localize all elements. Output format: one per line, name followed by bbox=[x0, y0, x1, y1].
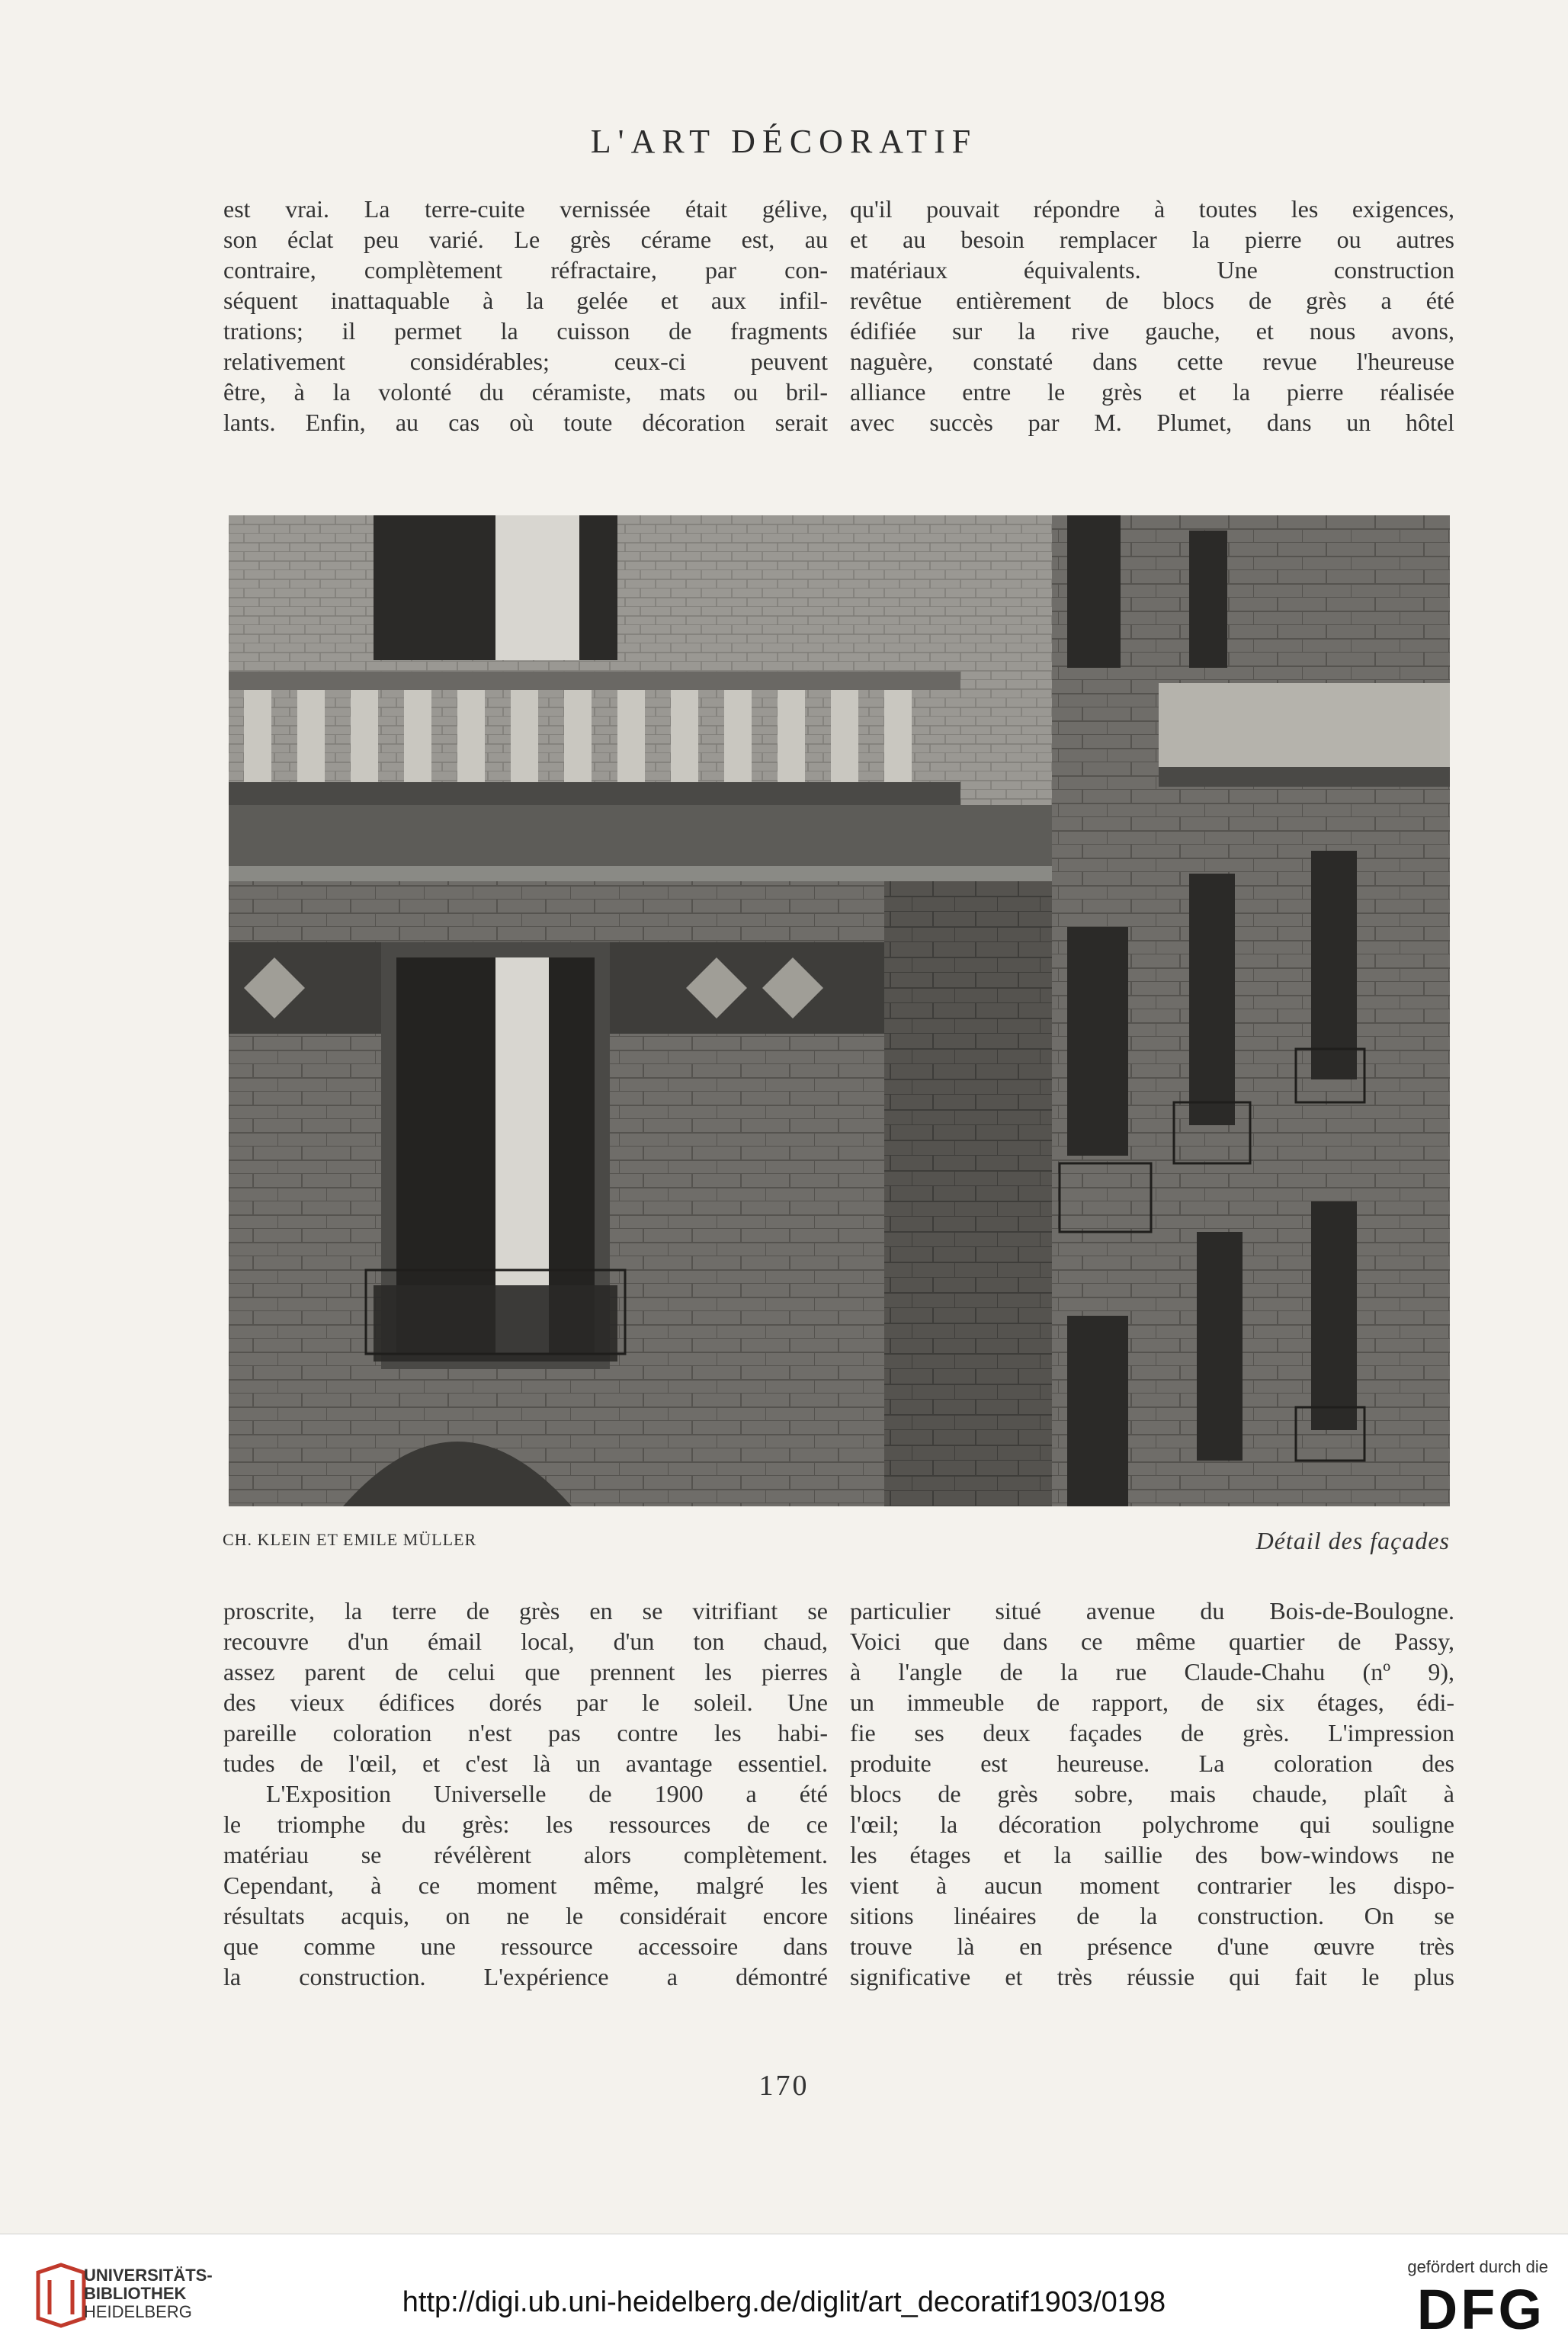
text-line: qu'il pouvait répondre à toutes les exigences, bbox=[850, 195, 1454, 223]
text-line: les étages et la saillie des bow-windows ne bbox=[850, 1841, 1454, 1868]
text-line: avec succès par M. Plumet, dans un hôtel bbox=[850, 409, 1454, 436]
text-line: séquent inattaquable à la gelée et aux infil- bbox=[223, 287, 828, 314]
page-number: 170 bbox=[758, 2070, 810, 2102]
text-line: contraire, complètement réfractaire, par con- bbox=[223, 256, 828, 284]
photo-caption: Détail des façades bbox=[1255, 1527, 1450, 1554]
text-line: est vrai. La terre-cuite vernissée était gélive, bbox=[223, 195, 828, 223]
text-line: pareille coloration n'est pas contre les habi- bbox=[223, 1719, 828, 1746]
text-line: matériaux équivalents. Une construction bbox=[850, 256, 1454, 284]
text-line: recouvre d'un émail local, d'un ton chaud, bbox=[223, 1628, 828, 1655]
text-line: le triomphe du grès: les ressources de ce bbox=[223, 1811, 828, 1838]
text-line: proscrite, la terre de grès en se vitrifiant se bbox=[223, 1597, 828, 1625]
text-line: lants. Enfin, au cas où toute décoration serait bbox=[223, 409, 828, 436]
text-line: naguère, constaté dans cette revue l'heureuse bbox=[850, 348, 1454, 375]
text-line: que comme une ressource accessoire dans bbox=[223, 1932, 828, 1960]
running-head: L'ART DÉCORATIF bbox=[590, 123, 978, 160]
photo-credit: CH. KLEIN ET EMILE MÜLLER bbox=[223, 1530, 477, 1549]
permalink-url[interactable]: http://digi.ub.uni-heidelberg.de/diglit/art_decoratif1903/0198 bbox=[402, 2286, 1166, 2318]
text-line: édifiée sur la rive gauche, et nous avons, bbox=[850, 317, 1454, 345]
text-column-bottom-right bbox=[850, 1596, 1454, 1992]
text-column-top-left bbox=[223, 194, 828, 438]
text-line: alliance entre le grès et la pierre réalisée bbox=[850, 378, 1454, 406]
text-line: résultats acquis, on ne le considérait encore bbox=[223, 1902, 828, 1929]
text-line: L'Exposition Universelle de 1900 a été bbox=[266, 1780, 828, 1807]
text-line: assez parent de celui que prennent les pierres bbox=[223, 1658, 828, 1685]
text-line: particulier situé avenue du Bois-de-Boulogne. bbox=[850, 1597, 1454, 1625]
text-line: à l'angle de la rue Claude-Chahu (nº 9), bbox=[850, 1658, 1454, 1685]
text-line: trations; il permet la cuisson de fragments bbox=[223, 317, 828, 345]
viewer-footer bbox=[0, 2234, 1568, 2351]
text-line: tudes de l'œil, et c'est là un avantage essentiel. bbox=[223, 1750, 828, 1777]
text-line: sitions linéaires de la construction. On se bbox=[850, 1902, 1454, 1929]
text-line: Cependant, à ce moment même, malgré les bbox=[223, 1871, 828, 1899]
text-line: relativement considérables; ceux-ci peuvent bbox=[223, 348, 828, 375]
text-line: son éclat peu varié. Le grès cérame est, au bbox=[223, 226, 828, 253]
text-line: la construction. L'expérience a démontré bbox=[223, 1963, 828, 1990]
library-name-line: BIBLIOTHEK bbox=[84, 2284, 187, 2303]
text-line: l'œil; la décoration polychrome qui souligne bbox=[850, 1811, 1454, 1838]
funding-caption: gefördert durch die bbox=[1407, 2257, 1548, 2276]
text-line: revêtue entièrement de blocs de grès a été bbox=[850, 287, 1454, 314]
text-column-top-right bbox=[850, 194, 1454, 438]
text-line: vient à aucun moment contrarier les dispo- bbox=[850, 1871, 1454, 1899]
text-line: fie ses deux façades de grès. L'impression bbox=[850, 1719, 1454, 1746]
facade-photograph bbox=[229, 515, 1450, 1506]
text-line: blocs de grès sobre, mais chaude, plaît à bbox=[850, 1780, 1454, 1807]
text-line: produite est heureuse. La coloration des bbox=[850, 1750, 1454, 1777]
dfg-logo: DFG bbox=[1416, 2278, 1545, 2341]
text-line: Voici que dans ce même quartier de Passy, bbox=[850, 1628, 1454, 1655]
text-line: et au besoin remplacer la pierre ou autres bbox=[850, 226, 1454, 253]
text-line: significative et très réussie qui fait le plus bbox=[850, 1963, 1454, 1990]
text-line: trouve là en présence d'une œuvre très bbox=[850, 1932, 1454, 1960]
text-line: un immeuble de rapport, de six étages, édi- bbox=[850, 1689, 1454, 1716]
text-line: matériau se révélèrent alors complètement. bbox=[223, 1841, 828, 1868]
text-column-bottom-left bbox=[223, 1596, 828, 1992]
library-name-line: UNIVERSITÄTS- bbox=[84, 2266, 213, 2285]
text-line: des vieux édifices dorés par le soleil. Une bbox=[223, 1689, 828, 1716]
library-name-line: HEIDELBERG bbox=[84, 2302, 192, 2321]
text-line: être, à la volonté du céramiste, mats ou bril- bbox=[223, 378, 828, 406]
